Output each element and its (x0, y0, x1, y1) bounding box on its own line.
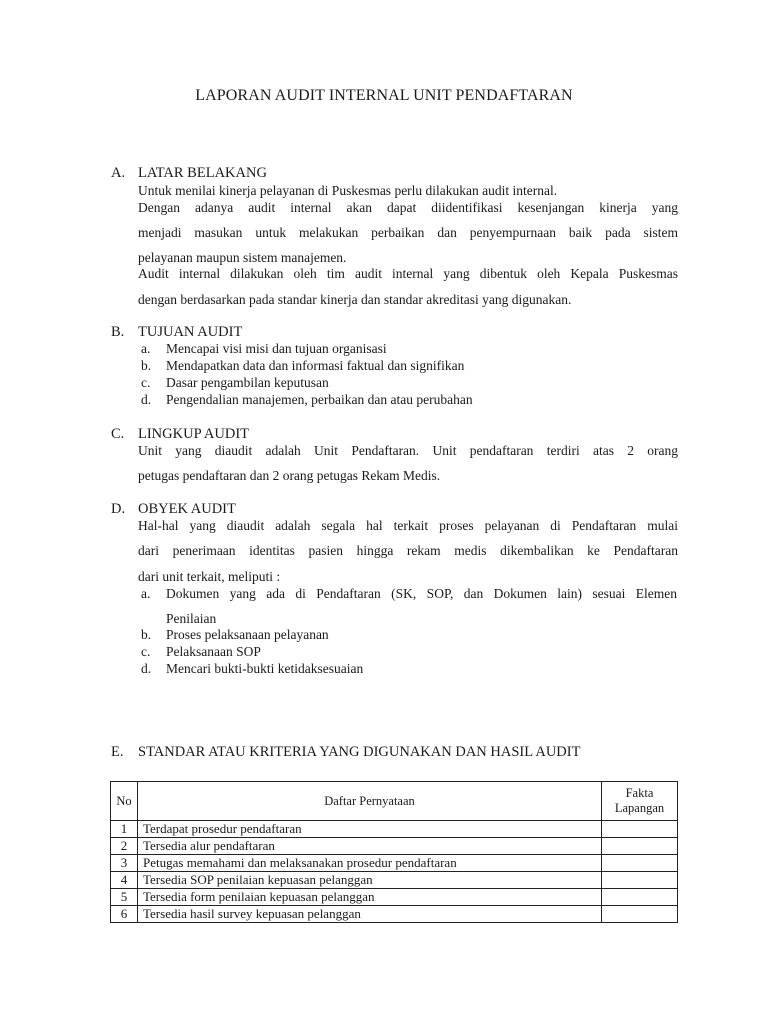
page-title: LAPORAN AUDIT INTERNAL UNIT PENDAFTARAN (195, 87, 573, 104)
row-fakta (602, 889, 678, 906)
list-item-letter: a. (141, 586, 151, 601)
list-item-continuation: Penilaian (166, 611, 217, 626)
row-no: 1 (111, 821, 138, 838)
section-c-heading: LINGKUP AUDIT (138, 426, 250, 442)
row-no: 3 (111, 855, 138, 872)
section-b-letter: B. (111, 324, 125, 340)
table-header-row (111, 782, 678, 821)
table-row (111, 855, 678, 872)
section-b-heading: TUJUAN AUDIT (138, 324, 243, 340)
paragraph-line: dari unit terkait, meliputi : (138, 569, 281, 584)
row-statement: Terdapat prosedur pendaftaran (138, 821, 602, 838)
row-statement: Tersedia form penilaian kepuasan pelanggan (138, 889, 602, 906)
list-item-letter: c. (141, 644, 151, 659)
row-no: 5 (111, 889, 138, 906)
row-no: 4 (111, 872, 138, 889)
list-item: Proses pelaksanaan pelayanan (166, 627, 329, 642)
paragraph-line: dari penerimaan identitas pasien hingga rekam medis dikembalikan ke Pendaftaran (138, 543, 678, 558)
list-item-letter: d. (141, 392, 152, 407)
list-item: Mendapatkan data dan informasi faktual dan signifikan (166, 358, 465, 373)
paragraph-line: Audit internal dilakukan oleh tim audit internal yang dibentuk oleh Kepala Puskesmas (138, 266, 678, 281)
row-fakta (602, 872, 678, 889)
list-item-letter: c. (141, 375, 151, 390)
row-statement: Tersedia SOP penilaian kepuasan pelanggan (138, 872, 602, 889)
paragraph-line: Dengan adanya audit internal akan dapat diidentifikasi kesenjangan kinerja yang (138, 200, 678, 215)
row-fakta (602, 906, 678, 923)
section-a-letter: A. (111, 165, 126, 181)
row-fakta (602, 855, 678, 872)
section-c-letter: C. (111, 426, 125, 442)
table-row (111, 821, 678, 838)
paragraph-line: Untuk menilai kinerja pelayanan di Puskesmas perlu dilakukan audit internal. (138, 183, 558, 198)
list-item-letter: d. (141, 661, 152, 676)
section-e-letter: E. (111, 744, 124, 760)
paragraph-line: petugas pendaftaran dan 2 orang petugas Rekam Medis. (138, 468, 441, 483)
section-e-heading: STANDAR ATAU KRITERIA YANG DIGUNAKAN DAN HASIL AUDIT (138, 744, 581, 760)
list-item-letter: b. (141, 627, 152, 642)
table-row (111, 889, 678, 906)
section-a-heading: LATAR BELAKANG (138, 165, 267, 181)
section-d-letter: D. (111, 501, 126, 517)
list-item: Mencari bukti-bukti ketidaksesuaian (166, 661, 364, 676)
list-item: Mencapai visi misi dan tujuan organisasi (166, 341, 387, 356)
row-no: 2 (111, 838, 138, 855)
paragraph-line: menjadi masukan untuk melakukan perbaikan dan penyempurnaan baik pada sistem (138, 225, 678, 240)
row-no: 6 (111, 906, 138, 923)
header-no: No (111, 782, 138, 821)
list-item: Pengendalian manajemen, perbaikan dan atau perubahan (166, 392, 473, 407)
row-fakta (602, 821, 678, 838)
row-statement: Petugas memahami dan melaksanakan prosedur pendaftaran (138, 855, 602, 872)
list-item: Pelaksanaan SOP (166, 644, 261, 659)
row-statement: Tersedia hasil survey kepuasan pelanggan (138, 906, 602, 923)
list-item: Dokumen yang ada di Pendaftaran (SK, SOP, dan Dokumen lain) sesuai Elemen (166, 586, 677, 601)
paragraph-line: dengan berdasarkan pada standar kinerja dan standar akreditasi yang digunakan. (138, 292, 572, 307)
list-item-letter: b. (141, 358, 152, 373)
paragraph-line: Hal-hal yang diaudit adalah segala hal terkait proses pelayanan di Pendaftaran mulai (138, 518, 678, 533)
list-item: Dasar pengambilan keputusan (166, 375, 329, 390)
list-item-letter: a. (141, 341, 151, 356)
table-row (111, 838, 678, 855)
header-statement: Daftar Pernyataan (138, 782, 602, 821)
paragraph-line: Unit yang diaudit adalah Unit Pendaftaran. Unit pendaftaran terdiri atas 2 orang (138, 443, 678, 458)
table-row (111, 906, 678, 923)
row-statement: Tersedia alur pendaftaran (138, 838, 602, 855)
audit-table (110, 781, 678, 923)
table-row (111, 872, 678, 889)
row-fakta (602, 838, 678, 855)
section-d-heading: OBYEK AUDIT (138, 501, 236, 517)
paragraph-line: pelayanan maupun sistem manajemen. (138, 250, 347, 265)
header-fakta: Fakta Lapangan (602, 782, 678, 821)
